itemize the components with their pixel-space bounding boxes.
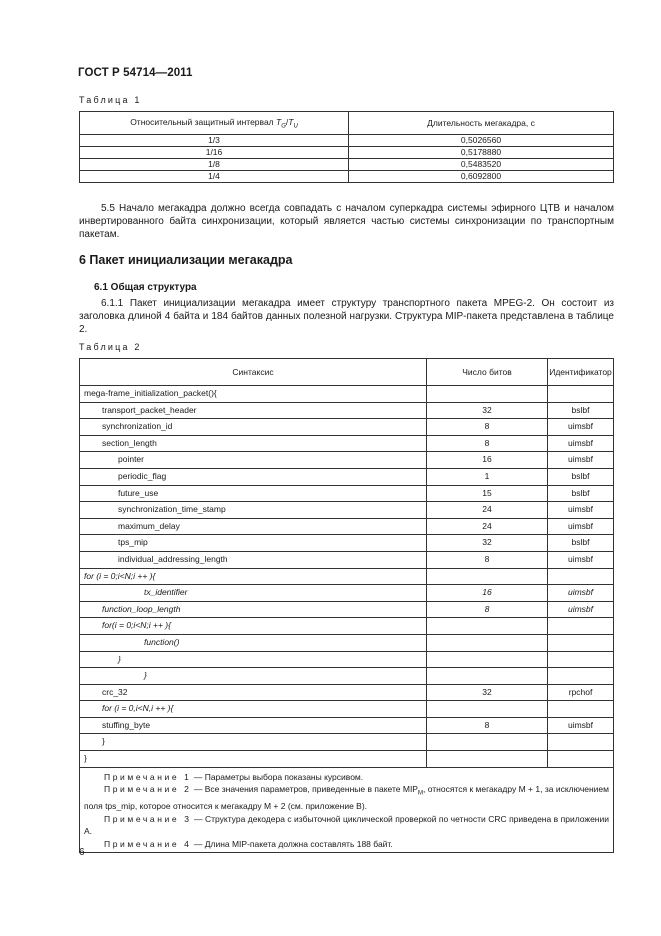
identifier-cell (548, 618, 614, 635)
table2-body (80, 386, 614, 768)
identifier-cell: bslbf (548, 485, 614, 502)
bits-cell (427, 734, 548, 751)
syntax-cell: maximum_delay (80, 518, 427, 535)
table-row (80, 684, 614, 701)
identifier-cell (548, 751, 614, 768)
table-row (80, 668, 614, 685)
paragraph-6-1-1: 6.1.1 Пакет инициализации мегакадра имеет структуру транспортного пакета MPEG-2. Он состоит из заголовка длиной 4 байта и 184 байтов данных полезной нагрузки. Структура MIP-пакета представлена в таблице 2. (79, 298, 614, 335)
syntax-cell: } (80, 751, 427, 768)
table2-header-syntax: Синтаксис (80, 359, 427, 386)
bits-cell: 8 (427, 551, 548, 568)
table2-header-bits: Число битов (427, 359, 548, 386)
identifier-cell: rpchof (548, 684, 614, 701)
table-row (80, 135, 614, 147)
identifier-cell (548, 701, 614, 718)
bits-cell: 32 (427, 684, 548, 701)
table1-cell: 1/3 (80, 135, 349, 147)
bits-cell: 8 (427, 717, 548, 734)
table-row (80, 159, 614, 171)
table-row (80, 585, 614, 602)
note-3: Примечание 3 — Структура декодера с избыточной циклической проверкой по четности CRC приведена в приложении А. (84, 813, 609, 837)
table1-cell: 1/8 (80, 159, 349, 171)
syntax-cell: stuffing_byte (80, 717, 427, 734)
table1-cell: 1/4 (80, 171, 349, 183)
table-row (80, 171, 614, 183)
table1-cell: 0,5178880 (349, 147, 614, 159)
syntax-cell: } (80, 734, 427, 751)
syntax-cell: } (80, 668, 427, 685)
syntax-cell: synchronization_time_stamp (80, 502, 427, 519)
section-6-heading: 6 Пакет инициализации мегакадра (79, 253, 293, 267)
note-1: Примечание 1 — Параметры выбора показаны курсивом. (104, 771, 364, 782)
syntax-cell: periodic_flag (80, 468, 427, 485)
identifier-cell (548, 386, 614, 403)
syntax-cell: pointer (80, 452, 427, 469)
syntax-cell: for(i = 0;i<N;i ++ ){ (80, 618, 427, 635)
table-row (80, 551, 614, 568)
table1-header-row (80, 112, 614, 135)
identifier-cell: uimsbf (548, 585, 614, 602)
identifier-cell (548, 634, 614, 651)
note-4: Примечание 4 — Длина MIP-пакета должна составлять 188 байт. (104, 838, 393, 849)
syntax-cell: for (i = 0;i<N;i ++ ){ (80, 568, 427, 585)
syntax-cell: individual_addressing_length (80, 551, 427, 568)
table-row (80, 468, 614, 485)
table2-header-identifier: Идентификатор (548, 359, 614, 386)
bits-cell: 16 (427, 452, 548, 469)
bits-cell: 32 (427, 535, 548, 552)
table2-caption: Таблица 2 (79, 342, 142, 352)
bits-cell (427, 386, 548, 403)
syntax-cell: mega-frame_initialization_packet(){ (80, 386, 427, 403)
table-row (80, 717, 614, 734)
identifier-cell (548, 651, 614, 668)
table1-cell: 1/16 (80, 147, 349, 159)
table1-cell: 0,6092800 (349, 171, 614, 183)
table-row (80, 568, 614, 585)
table-1 (79, 111, 614, 183)
identifier-cell: bslbf (548, 535, 614, 552)
syntax-cell: for (i = 0,i<N,i ++ ){ (80, 701, 427, 718)
identifier-cell: bslbf (548, 468, 614, 485)
identifier-cell (548, 668, 614, 685)
bits-cell (427, 668, 548, 685)
syntax-cell: future_use (80, 485, 427, 502)
bits-cell: 8 (427, 435, 548, 452)
bits-cell: 24 (427, 518, 548, 535)
table-2 (79, 358, 614, 853)
section-6-1-heading: 6.1 Общая структура (94, 282, 197, 293)
table-row (80, 147, 614, 159)
table-row (80, 734, 614, 751)
table-row (80, 618, 614, 635)
identifier-cell: uimsbf (548, 518, 614, 535)
table-row (80, 601, 614, 618)
identifier-cell: uimsbf (548, 452, 614, 469)
bits-cell: 15 (427, 485, 548, 502)
bits-cell (427, 701, 548, 718)
syntax-cell: function() (80, 634, 427, 651)
syntax-cell: transport_packet_header (80, 402, 427, 419)
table1-header-guard-interval: Относительный защитный интервал $T_G/T_U$ (80, 112, 349, 135)
bits-cell: 16 (427, 585, 548, 602)
table1-header-duration: Длительность мегакадра, с (349, 112, 614, 135)
document-header: ГОСТ Р 54714—2011 (78, 67, 193, 79)
bits-cell (427, 618, 548, 635)
table-row (80, 435, 614, 452)
table1-cell: 0,5483520 (349, 159, 614, 171)
syntax-cell: } (80, 651, 427, 668)
identifier-cell: uimsbf (548, 717, 614, 734)
syntax-cell: crc_32 (80, 684, 427, 701)
bits-cell: 8 (427, 601, 548, 618)
table-row (80, 535, 614, 552)
table-row (80, 651, 614, 668)
identifier-cell (548, 568, 614, 585)
identifier-cell: uimsbf (548, 419, 614, 436)
table1-caption: Таблица 1 (79, 95, 142, 105)
table-row (80, 701, 614, 718)
table-row (80, 386, 614, 403)
bits-cell: 1 (427, 468, 548, 485)
page-number: 6 (79, 847, 85, 858)
table-row (80, 751, 614, 768)
syntax-cell: synchronization_id (80, 419, 427, 436)
bits-cell: 32 (427, 402, 548, 419)
bits-cell (427, 634, 548, 651)
table2-notes-row (80, 767, 614, 853)
bits-cell (427, 651, 548, 668)
table-row (80, 452, 614, 469)
table-row (80, 502, 614, 519)
syntax-cell: tx_identifier (80, 585, 427, 602)
table2-notes (80, 767, 614, 853)
identifier-cell: uimsbf (548, 435, 614, 452)
bits-cell (427, 568, 548, 585)
table-row (80, 402, 614, 419)
paragraph-5-5: 5.5 Начало мегакадра должно всегда совпадать с началом суперкадра системы эфирного ЦТВ и началом инвертированного байта синхронизации, который является частью системы синхронизации по транспортным пакетам. (79, 203, 614, 240)
bits-cell: 24 (427, 502, 548, 519)
table-row (80, 419, 614, 436)
identifier-cell: uimsbf (548, 551, 614, 568)
syntax-cell: section_length (80, 435, 427, 452)
identifier-cell: uimsbf (548, 601, 614, 618)
table-row (80, 485, 614, 502)
bits-cell (427, 751, 548, 768)
table-row (80, 518, 614, 535)
identifier-cell: uimsbf (548, 502, 614, 519)
identifier-cell (548, 734, 614, 751)
table-row (80, 634, 614, 651)
identifier-cell: bslbf (548, 402, 614, 419)
bits-cell: 8 (427, 419, 548, 436)
syntax-cell: tps_mip (80, 535, 427, 552)
syntax-cell: function_loop_length (80, 601, 427, 618)
table1-cell: 0,5026560 (349, 135, 614, 147)
note-2: Примечание 2 — Все значения параметров, приведенные в пакете $MIP_M$, относятся к мегакадру M + 1, за исключением поля tps_mip, которое относится к мегакадру M + 2 (см. приложение В). (84, 784, 609, 812)
table2-header-row (80, 359, 614, 386)
